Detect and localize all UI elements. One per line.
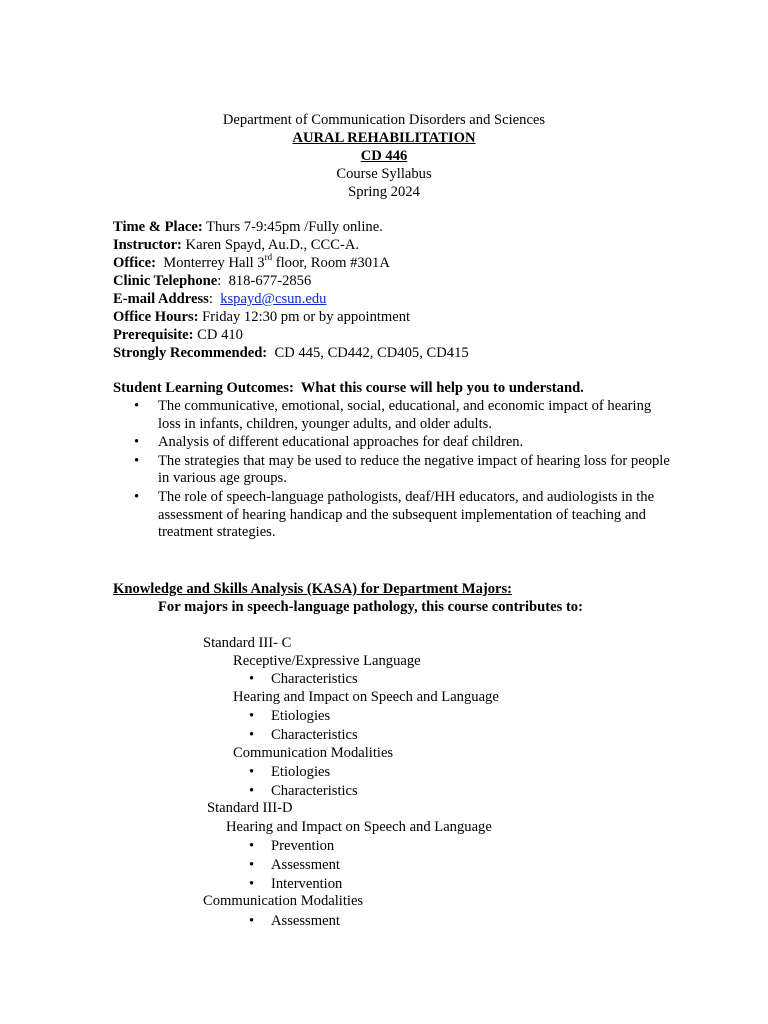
syllabus-header <box>0 111 768 201</box>
list-item <box>249 782 358 800</box>
kasa-item-text: Etiologies <box>271 764 331 780</box>
kasa-item-text: Intervention <box>271 876 343 892</box>
kasa-heading: Knowledge and Skills Analysis (KASA) for Department Majors: <box>113 581 513 597</box>
c-receptive-expressive-language: Receptive/Expressive Language <box>233 653 421 669</box>
list-item <box>249 670 358 688</box>
list-item <box>249 856 340 874</box>
c-hearing-impact: Hearing and Impact on Speech and Language <box>233 689 499 705</box>
bullet-icon: • <box>134 488 140 505</box>
bullet-icon: • <box>134 398 140 414</box>
email-row <box>113 290 469 308</box>
bullet-icon: • <box>249 764 255 780</box>
learning-outcomes-list <box>113 398 673 543</box>
course-code: CD 446 <box>360 148 408 164</box>
standard-iii-d: Standard III-D <box>207 800 293 816</box>
time-place-row <box>113 218 469 236</box>
standard-iii-c: Standard III- C <box>203 635 292 651</box>
bullet-icon: • <box>249 876 255 892</box>
outcome-text: The communicative, emotional, social, educational, and economic impact of hearing loss in infants, children, younger adults, and older adults. <box>158 398 652 432</box>
clinic-telephone-row <box>113 272 469 290</box>
list-item <box>113 434 673 452</box>
office-floor-suffix: rd <box>264 252 273 263</box>
time-place-value: Thurs 7-9:45pm /Fully online. <box>202 219 383 235</box>
bullet-icon: • <box>249 783 255 799</box>
office-hours-label: Office Hours: <box>113 309 199 325</box>
document-type: Course Syllabus <box>336 166 432 182</box>
kasa-item-text: Characteristics <box>271 671 358 687</box>
email-link[interactable]: kspayd@csun.edu <box>220 291 327 307</box>
list-item <box>113 489 673 542</box>
instructor-label: Instructor: <box>113 237 182 253</box>
office-value-pre: Monterrey Hall 3 <box>155 255 265 271</box>
outcome-text: The strategies that may be used to reduce the negative impact of hearing loss for people in various age groups. <box>158 452 670 487</box>
recommended-row <box>113 344 469 362</box>
prerequisite-value: CD 410 <box>193 327 243 343</box>
time-place-label: Time & Place: <box>113 219 203 235</box>
email-separator: : <box>208 291 221 307</box>
prerequisite-row <box>113 326 469 344</box>
term: Spring 2024 <box>348 184 420 200</box>
bullet-icon: • <box>134 434 140 451</box>
list-item <box>113 453 673 488</box>
course-info <box>113 218 469 362</box>
instructor-row <box>113 236 469 254</box>
kasa-item-text: Characteristics <box>271 727 358 743</box>
bullet-icon: • <box>249 727 255 743</box>
list-item <box>249 875 343 893</box>
email-label: E-mail Address <box>113 291 209 307</box>
office-hours-row <box>113 308 469 326</box>
clinic-telephone-value: : 818-677-2856 <box>217 273 312 289</box>
kasa-item-text: Prevention <box>271 838 335 854</box>
d-communication-modalities: Communication Modalities <box>203 893 364 909</box>
bullet-icon: • <box>249 857 255 873</box>
clinic-telephone-label: Clinic Telephone <box>113 273 218 289</box>
bullet-icon: • <box>249 671 255 687</box>
bullet-icon: • <box>249 708 255 724</box>
bullet-icon: • <box>249 913 255 929</box>
office-value-post: floor, Room #301A <box>272 255 390 271</box>
kasa-item-text: Characteristics <box>271 783 358 799</box>
recommended-label: Strongly Recommended: <box>113 345 268 361</box>
kasa-item-text: Assessment <box>271 913 340 929</box>
list-item <box>249 837 335 855</box>
d-hearing-impact: Hearing and Impact on Speech and Language <box>226 819 492 835</box>
instructor-value: Karen Spayd, Au.D., CCC-A. <box>181 237 360 253</box>
outcome-text: Analysis of different educational approaches for deaf children. <box>158 434 524 451</box>
list-item <box>249 912 340 930</box>
c-communication-modalities: Communication Modalities <box>233 745 394 761</box>
list-item <box>249 707 331 725</box>
prerequisite-label: Prerequisite: <box>113 327 194 343</box>
bullet-icon: • <box>134 452 140 469</box>
department-name: Department of Communication Disorders and Sciences <box>222 112 546 128</box>
learning-outcomes-heading: Student Learning Outcomes: What this course will help you to understand. <box>113 380 584 396</box>
list-item <box>249 726 358 744</box>
outcome-text: The role of speech-language pathologists, deaf/HH educators, and audiologists in the assessment of hearing handicap and the subsequent implementation of teaching and treatment strategies. <box>158 488 655 541</box>
office-label: Office: <box>113 255 156 271</box>
kasa-item-text: Assessment <box>271 857 340 873</box>
office-row <box>113 254 469 272</box>
kasa-subheading: For majors in speech-language pathology, this course contributes to: <box>158 599 583 615</box>
bullet-icon: • <box>249 838 255 854</box>
kasa-item-text: Etiologies <box>271 708 331 724</box>
list-item <box>113 398 673 433</box>
list-item <box>249 763 331 781</box>
course-name: AURAL REHABILITATION <box>292 130 476 146</box>
recommended-value: CD 445, CD442, CD405, CD415 <box>267 345 469 361</box>
office-hours-value: Friday 12:30 pm or by appointment <box>198 309 411 325</box>
